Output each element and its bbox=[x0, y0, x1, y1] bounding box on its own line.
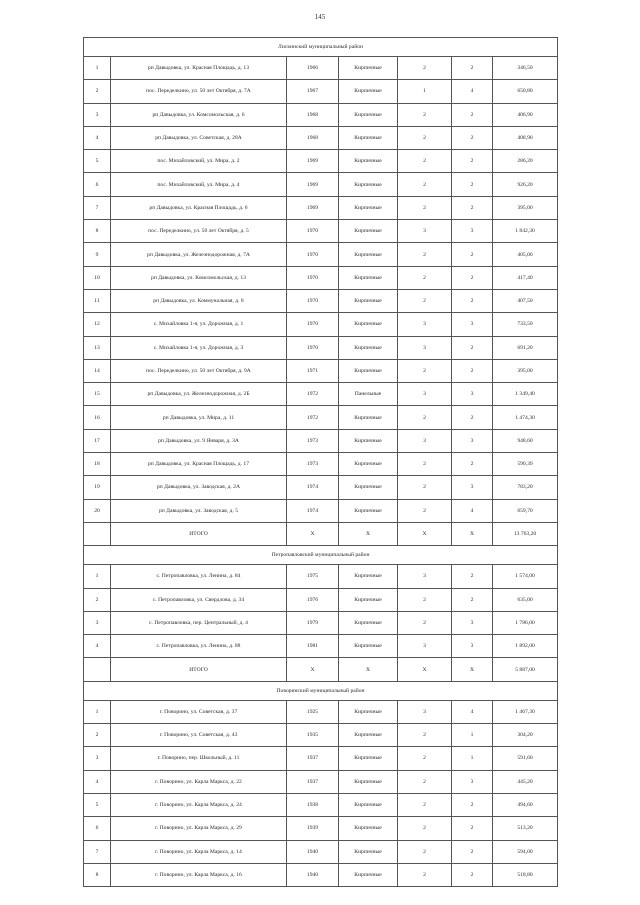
cell-address: рп Давыдовка, ул. Железнодорожная, д. 7А bbox=[111, 243, 287, 266]
cell-address: рп Давыдовка, ул. Заводская, д. 5 bbox=[111, 499, 287, 522]
cell-address: пос. Михайловский, ул. Мира, д. 4 bbox=[111, 173, 287, 196]
table-row bbox=[84, 453, 558, 476]
cell-total-cost: 417,40 bbox=[493, 266, 558, 289]
cell-row-number: 1 bbox=[84, 700, 111, 723]
cell-entrances: 4 bbox=[452, 499, 493, 522]
cell-entrances: 3 bbox=[452, 476, 493, 499]
section-header-row bbox=[84, 38, 558, 57]
cell-wall-material: Кирпичные bbox=[339, 840, 398, 863]
cell-year-built: 1970 bbox=[287, 266, 339, 289]
cell-year-built: 1969 bbox=[287, 173, 339, 196]
cell-floors: 2 bbox=[398, 453, 452, 476]
cell-address: с. Петропавловка, ул. Свердлова, д. 34 bbox=[111, 588, 287, 611]
cell-row-number bbox=[84, 522, 111, 545]
cell-row-number: 8 bbox=[84, 220, 111, 243]
cell-entrances: 2 bbox=[452, 150, 493, 173]
cell-entrances: 3 bbox=[452, 220, 493, 243]
cell-wall-material: Кирпичные bbox=[339, 313, 398, 336]
cell-address: с. Петропавловка, ул. Ленина, д. 88 bbox=[111, 635, 287, 658]
cell-row-number: 13 bbox=[84, 336, 111, 359]
cell-address: с. Михайловка 1-я, ул. Дорожная, д. 1 bbox=[111, 313, 287, 336]
cell-address: г. Поворино, ул. Карла Маркса, д. 14 bbox=[111, 840, 287, 863]
cell-row-number: 4 bbox=[84, 635, 111, 658]
cell-total-cost: 926,20 bbox=[493, 173, 558, 196]
table-row bbox=[84, 243, 558, 266]
housing-registry-table bbox=[83, 37, 558, 887]
cell-total-cost: 445,20 bbox=[493, 770, 558, 793]
cell-row-number: 15 bbox=[84, 383, 111, 406]
cell-floors: 2 bbox=[398, 57, 452, 80]
table-row bbox=[84, 383, 558, 406]
cell-year-built: 1939 bbox=[287, 817, 339, 840]
cell-year-built: 1970 bbox=[287, 220, 339, 243]
cell-entrances: 2 bbox=[452, 406, 493, 429]
cell-entrances: 2 bbox=[452, 103, 493, 126]
table-row bbox=[84, 313, 558, 336]
table-row bbox=[84, 565, 558, 588]
cell-row-number: 10 bbox=[84, 266, 111, 289]
table-body bbox=[84, 38, 558, 887]
cell-wall-material: Кирпичные bbox=[339, 700, 398, 723]
cell-total-cost: 1 892,00 bbox=[493, 635, 558, 658]
section-header-row bbox=[84, 681, 558, 700]
cell-total-cost: 650,80 bbox=[493, 80, 558, 103]
cell-entrances: 3 bbox=[452, 313, 493, 336]
cell-total-cost: 591,60 bbox=[493, 747, 558, 770]
cell-year-built: 1972 bbox=[287, 406, 339, 429]
cell-entrances: 2 bbox=[452, 817, 493, 840]
cell-floors: 2 bbox=[398, 499, 452, 522]
page-number: 145 bbox=[314, 13, 326, 21]
cell-floors: 2 bbox=[398, 747, 452, 770]
cell-total-cost: 346,50 bbox=[493, 57, 558, 80]
cell-address: г. Поворино, ул. Карла Маркса, д. 24 bbox=[111, 793, 287, 816]
cell-floors: 2 bbox=[398, 611, 452, 634]
cell-wall-material: Кирпичные bbox=[339, 266, 398, 289]
cell-entrances: 2 bbox=[452, 173, 493, 196]
cell-address: пос. Переделкино, ул. 50 лет Октября, д. 5 bbox=[111, 220, 287, 243]
cell-wall-material: Кирпичные bbox=[339, 80, 398, 103]
cell-wall-material: Кирпичные bbox=[339, 196, 398, 219]
cell-wall-material: X bbox=[339, 522, 398, 545]
section-title: Поворинский муниципальный район bbox=[84, 681, 558, 700]
cell-wall-material: Кирпичные bbox=[339, 57, 398, 80]
table-row bbox=[84, 126, 558, 149]
cell-entrances: 1 bbox=[452, 724, 493, 747]
cell-wall-material: Кирпичные bbox=[339, 588, 398, 611]
cell-wall-material: Кирпичные bbox=[339, 173, 398, 196]
table-row bbox=[84, 747, 558, 770]
table-row bbox=[84, 635, 558, 658]
cell-wall-material: Кирпичные bbox=[339, 126, 398, 149]
cell-total-cost: 590,39 bbox=[493, 453, 558, 476]
cell-floors: X bbox=[398, 658, 452, 681]
cell-address: г. Поворино, ул. Советская, д. 43 bbox=[111, 724, 287, 747]
cell-total-cost: 783,20 bbox=[493, 476, 558, 499]
cell-wall-material: Кирпичные bbox=[339, 289, 398, 312]
cell-total-cost: 691,20 bbox=[493, 336, 558, 359]
cell-wall-material: Кирпичные bbox=[339, 724, 398, 747]
cell-floors: 2 bbox=[398, 724, 452, 747]
cell-year-built: 1973 bbox=[287, 453, 339, 476]
cell-year-built: 1973 bbox=[287, 429, 339, 452]
cell-address: рп Давыдовка, ул. Комсомольская, д. 6 bbox=[111, 103, 287, 126]
cell-address: рп Давыдовка, ул. Красная Площадь, д. 6 bbox=[111, 196, 287, 219]
cell-row-number: 7 bbox=[84, 840, 111, 863]
cell-wall-material: Кирпичные bbox=[339, 476, 398, 499]
cell-year-built: 1972 bbox=[287, 383, 339, 406]
cell-entrances: 4 bbox=[452, 700, 493, 723]
cell-wall-material: Кирпичные bbox=[339, 429, 398, 452]
cell-entrances: 2 bbox=[452, 57, 493, 80]
cell-year-built: 1974 bbox=[287, 499, 339, 522]
cell-floors: 2 bbox=[398, 289, 452, 312]
cell-year-built: 1970 bbox=[287, 243, 339, 266]
cell-total-cost: 1 786,00 bbox=[493, 611, 558, 634]
cell-year-built: 1966 bbox=[287, 57, 339, 80]
cell-row-number: 9 bbox=[84, 243, 111, 266]
cell-row-number: 5 bbox=[84, 150, 111, 173]
cell-address: рп Давыдовка, ул. Мира, д. 11 bbox=[111, 406, 287, 429]
cell-wall-material: Кирпичные bbox=[339, 499, 398, 522]
table-row bbox=[84, 429, 558, 452]
cell-address: пос. Переделкино, ул. 50 лет Октября, д. 7А bbox=[111, 80, 287, 103]
cell-row-number: 8 bbox=[84, 863, 111, 886]
cell-year-built: 1970 bbox=[287, 336, 339, 359]
table-row bbox=[84, 266, 558, 289]
cell-wall-material: Кирпичные bbox=[339, 611, 398, 634]
table-row bbox=[84, 817, 558, 840]
cell-total-cost: 1 474,30 bbox=[493, 406, 558, 429]
cell-floors: 2 bbox=[398, 173, 452, 196]
cell-row-number bbox=[84, 658, 111, 681]
cell-entrances: 2 bbox=[452, 289, 493, 312]
cell-entrances: 2 bbox=[452, 453, 493, 476]
cell-row-number: 3 bbox=[84, 747, 111, 770]
cell-year-built: 1937 bbox=[287, 747, 339, 770]
cell-entrances: 3 bbox=[452, 635, 493, 658]
cell-year-built: 1971 bbox=[287, 359, 339, 382]
cell-wall-material: Кирпичные bbox=[339, 863, 398, 886]
cell-address: рп Давыдовка, ул. Коммунальная, д. 8 bbox=[111, 289, 287, 312]
cell-entrances: 2 bbox=[452, 793, 493, 816]
table-row bbox=[84, 588, 558, 611]
cell-address: рп Давыдовка, ул. 9 Января, д. 3А bbox=[111, 429, 287, 452]
cell-address: ИТОГО bbox=[111, 522, 287, 545]
cell-wall-material: Кирпичные bbox=[339, 453, 398, 476]
cell-year-built: 1969 bbox=[287, 196, 339, 219]
cell-floors: 1 bbox=[398, 80, 452, 103]
cell-floors: 2 bbox=[398, 476, 452, 499]
cell-total-cost: 1 467,30 bbox=[493, 700, 558, 723]
cell-floors: 2 bbox=[398, 793, 452, 816]
cell-total-cost: 659,70 bbox=[493, 499, 558, 522]
cell-total-cost: 405,00 bbox=[493, 243, 558, 266]
cell-address: пос. Михайловский, ул. Мира, д. 2 bbox=[111, 150, 287, 173]
cell-total-cost: 733,50 bbox=[493, 313, 558, 336]
cell-address: с. Петропавловка, ул. Ленина, д. 84 bbox=[111, 565, 287, 588]
cell-total-cost: 286,20 bbox=[493, 150, 558, 173]
cell-row-number: 18 bbox=[84, 453, 111, 476]
cell-entrances: 2 bbox=[452, 565, 493, 588]
cell-total-cost: 948,60 bbox=[493, 429, 558, 452]
cell-year-built: 1976 bbox=[287, 588, 339, 611]
cell-row-number: 4 bbox=[84, 770, 111, 793]
cell-row-number: 3 bbox=[84, 103, 111, 126]
cell-row-number: 16 bbox=[84, 406, 111, 429]
cell-total-cost: 518,80 bbox=[493, 863, 558, 886]
cell-year-built: 1981 bbox=[287, 635, 339, 658]
cell-floors: 3 bbox=[398, 565, 452, 588]
cell-wall-material: Кирпичные bbox=[339, 635, 398, 658]
cell-year-built: 1925 bbox=[287, 700, 339, 723]
cell-floors: 3 bbox=[398, 313, 452, 336]
cell-floors: 2 bbox=[398, 196, 452, 219]
cell-address: рп Давыдовка, ул. Комсомольская, д. 13 bbox=[111, 266, 287, 289]
cell-total-cost: 13 763,20 bbox=[493, 522, 558, 545]
cell-wall-material: Кирпичные bbox=[339, 817, 398, 840]
table-row bbox=[84, 57, 558, 80]
cell-year-built: 1970 bbox=[287, 313, 339, 336]
cell-total-cost: 1 842,30 bbox=[493, 220, 558, 243]
table-row bbox=[84, 220, 558, 243]
cell-address: г. Поворино, пер. Школьный, д. 11 bbox=[111, 747, 287, 770]
cell-address: ИТОГО bbox=[111, 658, 287, 681]
cell-entrances: 4 bbox=[452, 80, 493, 103]
cell-entrances: 3 bbox=[452, 770, 493, 793]
cell-total-cost: 635,00 bbox=[493, 588, 558, 611]
cell-entrances: X bbox=[452, 658, 493, 681]
table-row bbox=[84, 406, 558, 429]
cell-year-built: X bbox=[287, 522, 339, 545]
cell-row-number: 6 bbox=[84, 173, 111, 196]
table-row bbox=[84, 724, 558, 747]
cell-total-cost: 395,00 bbox=[493, 196, 558, 219]
cell-floors: 2 bbox=[398, 150, 452, 173]
cell-wall-material: X bbox=[339, 658, 398, 681]
cell-floors: 2 bbox=[398, 406, 452, 429]
cell-address: рп Давыдовка, ул. Железнодорожная, д. 2Б bbox=[111, 383, 287, 406]
cell-year-built: 1935 bbox=[287, 724, 339, 747]
cell-address: рп Давыдовка, ул. Красная Площадь, д. 13 bbox=[111, 57, 287, 80]
cell-row-number: 4 bbox=[84, 126, 111, 149]
cell-year-built: 1974 bbox=[287, 476, 339, 499]
cell-floors: 2 bbox=[398, 103, 452, 126]
table-row bbox=[84, 611, 558, 634]
cell-row-number: 20 bbox=[84, 499, 111, 522]
cell-entrances: 2 bbox=[452, 243, 493, 266]
cell-address: пос. Переделкино, ул. 50 лет Октября, д. 9А bbox=[111, 359, 287, 382]
cell-total-cost: 5 887,00 bbox=[493, 658, 558, 681]
cell-total-cost: 406,90 bbox=[493, 103, 558, 126]
section-header-row bbox=[84, 546, 558, 565]
cell-entrances: 3 bbox=[452, 429, 493, 452]
cell-row-number: 2 bbox=[84, 724, 111, 747]
cell-entrances: 2 bbox=[452, 588, 493, 611]
table-row bbox=[84, 840, 558, 863]
cell-floors: 3 bbox=[398, 336, 452, 359]
cell-floors: 2 bbox=[398, 126, 452, 149]
cell-entrances: 2 bbox=[452, 359, 493, 382]
cell-address: г. Поворино, ул. Карла Маркса, д. 22 bbox=[111, 770, 287, 793]
cell-year-built: 1968 bbox=[287, 126, 339, 149]
cell-row-number: 6 bbox=[84, 817, 111, 840]
table-row bbox=[84, 499, 558, 522]
table-row bbox=[84, 196, 558, 219]
cell-year-built: 1938 bbox=[287, 793, 339, 816]
cell-total-cost: 408,90 bbox=[493, 126, 558, 149]
cell-wall-material: Кирпичные bbox=[339, 220, 398, 243]
cell-wall-material: Кирпичные bbox=[339, 770, 398, 793]
cell-wall-material: Кирпичные bbox=[339, 747, 398, 770]
cell-address: рп Давыдовка, ул. Советская, д. 28А bbox=[111, 126, 287, 149]
cell-row-number: 2 bbox=[84, 80, 111, 103]
cell-address: рп Давыдовка, ул. Заводская, д. 2А bbox=[111, 476, 287, 499]
cell-year-built: 1969 bbox=[287, 150, 339, 173]
cell-entrances: 1 bbox=[452, 747, 493, 770]
cell-row-number: 1 bbox=[84, 57, 111, 80]
table-row bbox=[84, 150, 558, 173]
cell-row-number: 19 bbox=[84, 476, 111, 499]
cell-floors: 2 bbox=[398, 770, 452, 793]
cell-year-built: 1940 bbox=[287, 840, 339, 863]
table-row bbox=[84, 863, 558, 886]
cell-wall-material: Кирпичные bbox=[339, 359, 398, 382]
cell-total-cost: 304,20 bbox=[493, 724, 558, 747]
cell-wall-material: Панельные bbox=[339, 383, 398, 406]
cell-year-built: 1970 bbox=[287, 289, 339, 312]
cell-floors: 2 bbox=[398, 266, 452, 289]
cell-year-built: 1975 bbox=[287, 565, 339, 588]
cell-floors: 2 bbox=[398, 863, 452, 886]
cell-floors: 3 bbox=[398, 220, 452, 243]
table-row bbox=[84, 793, 558, 816]
cell-wall-material: Кирпичные bbox=[339, 565, 398, 588]
table-row bbox=[84, 359, 558, 382]
total-row bbox=[84, 522, 558, 545]
cell-year-built: 1937 bbox=[287, 770, 339, 793]
cell-floors: 3 bbox=[398, 383, 452, 406]
cell-address: с. Петропавловка, пер. Центральный, д. 4 bbox=[111, 611, 287, 634]
table-row bbox=[84, 336, 558, 359]
table-row bbox=[84, 80, 558, 103]
cell-total-cost: 1 574,00 bbox=[493, 565, 558, 588]
cell-entrances: 2 bbox=[452, 196, 493, 219]
table-row bbox=[84, 476, 558, 499]
cell-year-built: 1968 bbox=[287, 103, 339, 126]
cell-floors: X bbox=[398, 522, 452, 545]
cell-row-number: 2 bbox=[84, 588, 111, 611]
cell-total-cost: 395,00 bbox=[493, 359, 558, 382]
cell-total-cost: 494,60 bbox=[493, 793, 558, 816]
cell-row-number: 7 bbox=[84, 196, 111, 219]
cell-year-built: 1940 bbox=[287, 863, 339, 886]
section-title: Лискинский муниципальный район bbox=[84, 38, 558, 57]
cell-entrances: 2 bbox=[452, 863, 493, 886]
cell-floors: 2 bbox=[398, 243, 452, 266]
cell-wall-material: Кирпичные bbox=[339, 406, 398, 429]
cell-address: рп Давыдовка, ул. Красная Площадь, д. 17 bbox=[111, 453, 287, 476]
cell-total-cost: 1 349,40 bbox=[493, 383, 558, 406]
cell-row-number: 3 bbox=[84, 611, 111, 634]
table-row bbox=[84, 103, 558, 126]
cell-year-built: X bbox=[287, 658, 339, 681]
cell-row-number: 12 bbox=[84, 313, 111, 336]
cell-entrances: 3 bbox=[452, 383, 493, 406]
cell-wall-material: Кирпичные bbox=[339, 336, 398, 359]
table-row bbox=[84, 700, 558, 723]
cell-address: г. Поворино, ул. Советская, д. 37 bbox=[111, 700, 287, 723]
cell-floors: 3 bbox=[398, 635, 452, 658]
cell-floors: 2 bbox=[398, 817, 452, 840]
cell-entrances: 2 bbox=[452, 336, 493, 359]
cell-entrances: 2 bbox=[452, 266, 493, 289]
cell-address: г. Поворино, ул. Карла Маркса, д. 16 bbox=[111, 863, 287, 886]
cell-year-built: 1979 bbox=[287, 611, 339, 634]
cell-floors: 2 bbox=[398, 840, 452, 863]
cell-row-number: 1 bbox=[84, 565, 111, 588]
cell-floors: 2 bbox=[398, 359, 452, 382]
cell-address: с. Михайловка 1-я, ул. Дорожная, д. 3 bbox=[111, 336, 287, 359]
table-row bbox=[84, 289, 558, 312]
cell-address: г. Поворино, ул. Карла Маркса, д. 29 bbox=[111, 817, 287, 840]
cell-entrances: X bbox=[452, 522, 493, 545]
cell-row-number: 17 bbox=[84, 429, 111, 452]
cell-floors: 2 bbox=[398, 588, 452, 611]
cell-total-cost: 513,20 bbox=[493, 817, 558, 840]
cell-entrances: 2 bbox=[452, 126, 493, 149]
cell-row-number: 11 bbox=[84, 289, 111, 312]
cell-wall-material: Кирпичные bbox=[339, 103, 398, 126]
cell-entrances: 2 bbox=[452, 840, 493, 863]
cell-row-number: 14 bbox=[84, 359, 111, 382]
cell-wall-material: Кирпичные bbox=[339, 243, 398, 266]
total-row bbox=[84, 658, 558, 681]
cell-wall-material: Кирпичные bbox=[339, 150, 398, 173]
cell-wall-material: Кирпичные bbox=[339, 793, 398, 816]
table-row bbox=[84, 770, 558, 793]
section-title: Петропавловский муниципальный район bbox=[84, 546, 558, 565]
cell-entrances: 3 bbox=[452, 611, 493, 634]
cell-total-cost: 594,00 bbox=[493, 840, 558, 863]
cell-year-built: 1967 bbox=[287, 80, 339, 103]
table-row bbox=[84, 173, 558, 196]
cell-total-cost: 407,50 bbox=[493, 289, 558, 312]
cell-floors: 3 bbox=[398, 700, 452, 723]
cell-row-number: 5 bbox=[84, 793, 111, 816]
cell-floors: 3 bbox=[398, 429, 452, 452]
